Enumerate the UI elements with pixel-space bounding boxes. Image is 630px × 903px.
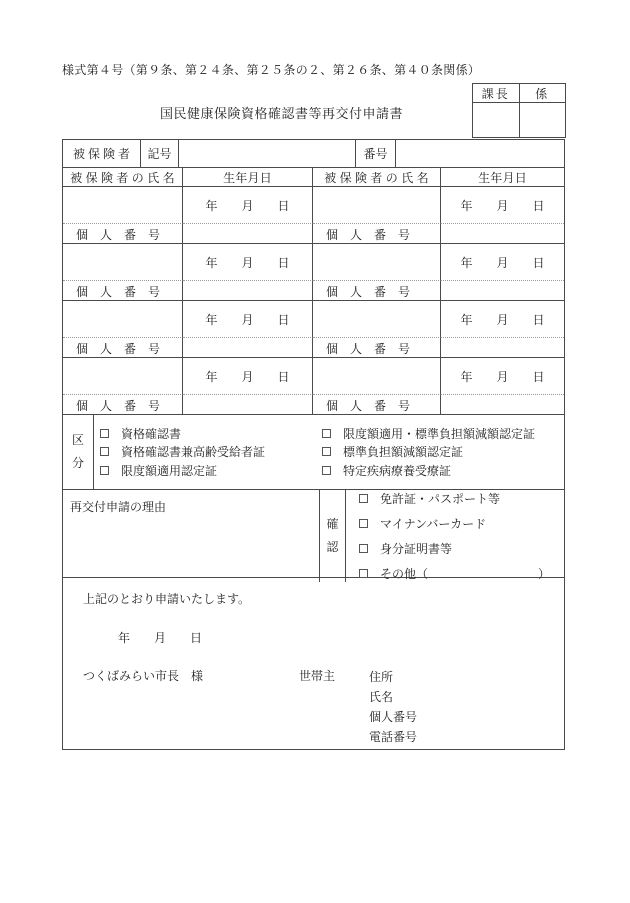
addressee-text: つくばみらい市長 様 xyxy=(83,669,204,683)
personal-number-label: 個 人 番 号 xyxy=(63,224,183,244)
personal-number-input-cell[interactable] xyxy=(183,395,313,415)
checkbox-icon[interactable] xyxy=(359,494,368,503)
declaration-text: 上記のとおり申請いたします。 xyxy=(83,592,251,606)
checkbox-label: 免許証・パスポート等 xyxy=(380,492,501,506)
dob-input-cell[interactable]: 年 月 日 xyxy=(183,244,313,281)
householder-fields xyxy=(369,667,417,747)
approval-stamp-cell-clerk[interactable] xyxy=(519,103,566,138)
dob-column-header: 生年月日 xyxy=(183,168,313,186)
other-close-paren: ） xyxy=(537,567,550,581)
checkbox-label: その他（ xyxy=(380,567,429,581)
category-section xyxy=(63,415,564,490)
dob-input-cell[interactable]: 年 月 日 xyxy=(441,301,564,338)
checkbox-icon[interactable] xyxy=(322,429,331,438)
name-input-cell[interactable] xyxy=(313,301,441,338)
category-label: 区分 xyxy=(63,415,94,489)
personal-number-input-cell[interactable] xyxy=(183,224,313,244)
category-checkbox-list xyxy=(94,415,564,489)
householder-personal-number-field[interactable]: 個人番号 xyxy=(369,710,418,724)
confirmation-label: 確認 xyxy=(319,490,346,582)
category-item-hyoujun-futan xyxy=(322,443,560,462)
category-item-shikaku-kourei xyxy=(100,443,322,462)
name-input-cell[interactable] xyxy=(63,244,183,281)
name-input-cell[interactable] xyxy=(313,244,441,281)
checkbox-icon[interactable] xyxy=(100,447,109,456)
checkbox-icon[interactable] xyxy=(100,429,109,438)
checkbox-label: 限度額適用・標準負担額減額認定証 xyxy=(343,426,536,441)
checkbox-icon[interactable] xyxy=(322,447,331,456)
dob-input-cell[interactable]: 年 月 日 xyxy=(441,358,564,395)
name-input-cell[interactable] xyxy=(63,301,183,338)
form-number: 様式第４号（第９条、第２４条、第２５条の２、第２６条、第４０条関係） xyxy=(62,63,481,77)
personal-number-label: 個 人 番 号 xyxy=(63,281,183,301)
confirm-item-mynumber-card xyxy=(359,515,550,532)
name-column-header: 被 保 険 者 の 氏 名 xyxy=(313,168,441,186)
personal-number-label: 個 人 番 号 xyxy=(313,395,441,415)
number-input-cell[interactable] xyxy=(396,140,564,167)
householder-address-field[interactable]: 住所 xyxy=(369,670,394,684)
confirm-item-license-passport xyxy=(359,490,550,507)
personal-number-input-cell[interactable] xyxy=(183,281,313,301)
checkbox-icon[interactable] xyxy=(359,569,368,578)
reason-input-cell[interactable]: 再交付申請の理由 xyxy=(70,500,167,514)
personal-number-label: 個 人 番 号 xyxy=(313,338,441,358)
approval-stamp-cell-section-chief[interactable] xyxy=(473,103,520,138)
columns-header-row xyxy=(63,168,564,187)
category-item-gendogaku-hyoujun xyxy=(322,424,560,443)
checkbox-label: 身分証明書等 xyxy=(380,542,453,556)
symbol-input-cell[interactable] xyxy=(179,140,356,167)
checkbox-icon[interactable] xyxy=(100,466,109,475)
person-row-3 xyxy=(63,301,564,358)
name-input-cell[interactable] xyxy=(63,187,183,224)
checkbox-icon[interactable] xyxy=(359,519,368,528)
name-column-header: 被 保 険 者 の 氏 名 xyxy=(63,168,183,186)
person-row-1 xyxy=(63,187,564,244)
category-item-tokutei-shippei xyxy=(322,461,560,480)
confirmation-checkbox-list xyxy=(346,490,564,582)
declaration-section xyxy=(63,578,564,749)
application-date-field[interactable]: 年 月 日 xyxy=(118,631,203,645)
approval-col-clerk: 係 xyxy=(519,84,566,103)
personal-number-label: 個 人 番 号 xyxy=(313,224,441,244)
householder-phone-field[interactable]: 電話番号 xyxy=(369,730,418,744)
person-row-4 xyxy=(63,358,564,415)
checkbox-label: マイナンバーカード xyxy=(380,517,487,531)
dob-input-cell[interactable]: 年 月 日 xyxy=(441,244,564,281)
personal-number-input-cell[interactable] xyxy=(441,281,564,301)
name-input-cell[interactable] xyxy=(63,358,183,395)
checkbox-label: 標準負担額減額認定証 xyxy=(343,445,464,460)
page-title: 国民健康保険資格確認書等再交付申請書 xyxy=(160,106,404,121)
checkbox-icon[interactable] xyxy=(322,466,331,475)
name-input-cell[interactable] xyxy=(313,187,441,224)
approval-col-section-chief: 課長 xyxy=(473,84,520,103)
symbol-label: 記号 xyxy=(141,140,179,167)
checkbox-label: 資格確認書兼高齢受給者証 xyxy=(121,445,266,460)
checkbox-label: 資格確認書 xyxy=(121,426,182,441)
insured-label: 被 保 険 者 xyxy=(63,140,141,167)
insured-symbol-number-row xyxy=(63,140,564,168)
category-item-shikaku-kakuninsho xyxy=(100,424,322,443)
name-input-cell[interactable] xyxy=(313,358,441,395)
checkbox-label: 特定疾病療養受療証 xyxy=(343,464,452,479)
dob-input-cell[interactable]: 年 月 日 xyxy=(183,358,313,395)
confirm-item-id-document xyxy=(359,540,550,557)
main-form-table xyxy=(62,139,565,750)
personal-number-input-cell[interactable] xyxy=(441,338,564,358)
personal-number-input-cell[interactable] xyxy=(441,224,564,244)
category-item-gendogaku-nintei xyxy=(100,461,322,480)
reason-section xyxy=(63,490,564,581)
dob-input-cell[interactable]: 年 月 日 xyxy=(183,301,313,338)
number-label: 番号 xyxy=(356,140,396,167)
dob-input-cell[interactable]: 年 月 日 xyxy=(441,187,564,224)
approval-stamp-box xyxy=(472,83,566,138)
personal-number-input-cell[interactable] xyxy=(183,338,313,358)
checkbox-label: 限度額適用認定証 xyxy=(121,464,218,479)
householder-name-field[interactable]: 氏名 xyxy=(369,690,394,704)
checkbox-icon[interactable] xyxy=(359,544,368,553)
personal-number-label: 個 人 番 号 xyxy=(313,281,441,301)
personal-number-label: 個 人 番 号 xyxy=(63,338,183,358)
householder-label: 世帯主 xyxy=(299,669,336,683)
dob-input-cell[interactable]: 年 月 日 xyxy=(183,187,313,224)
personal-number-input-cell[interactable] xyxy=(441,395,564,415)
dob-column-header: 生年月日 xyxy=(478,170,527,185)
personal-number-label: 個 人 番 号 xyxy=(63,395,183,415)
person-row-2 xyxy=(63,244,564,301)
